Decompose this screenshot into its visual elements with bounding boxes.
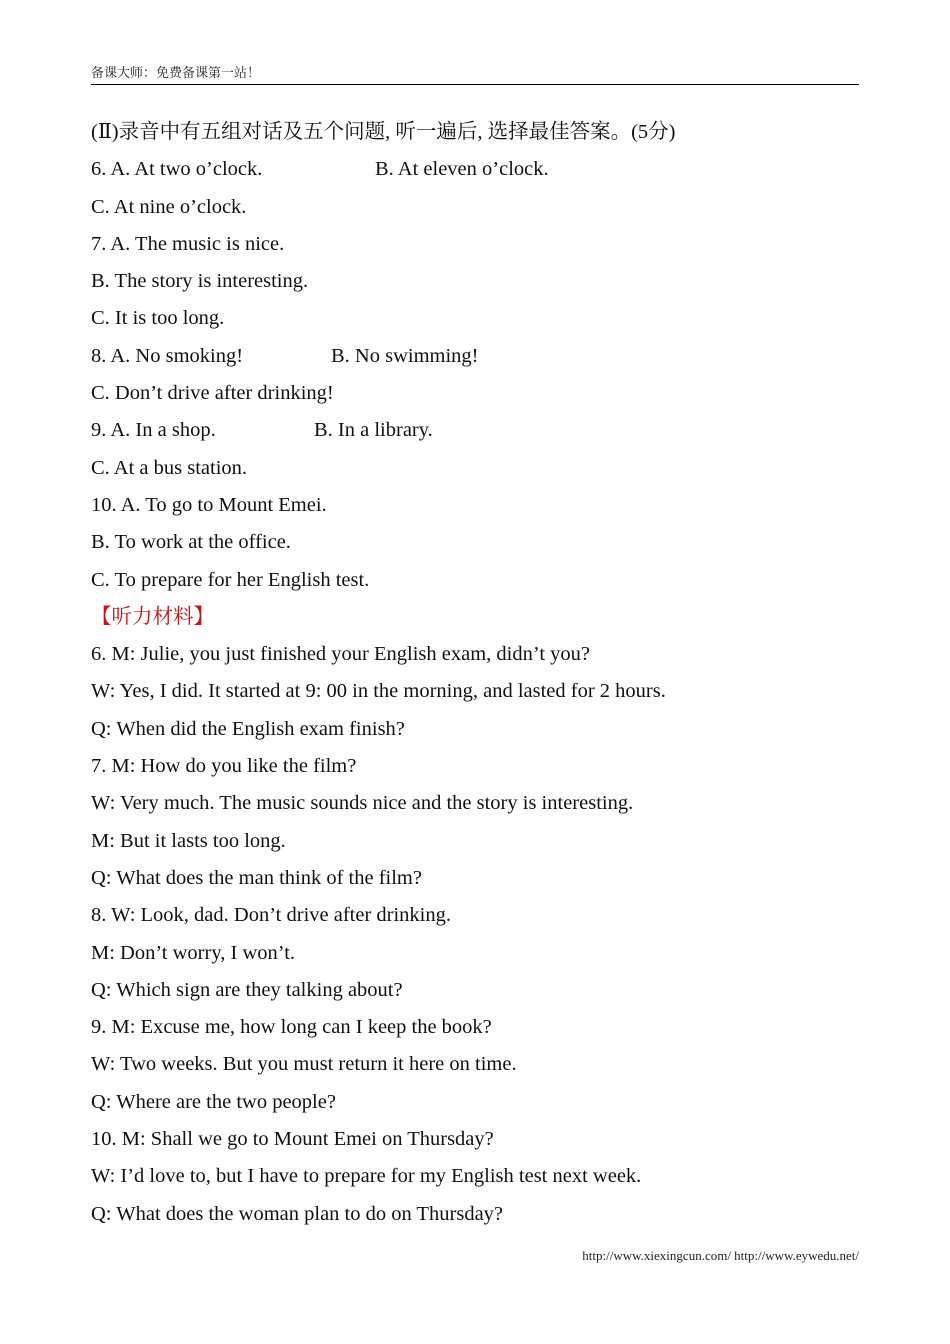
- q10-option-c: C. To prepare for her English test.: [91, 568, 370, 591]
- document-body: [91, 114, 861, 1233]
- transcript-line: W: Very much. The music sounds nice and the story is interesting.: [91, 792, 634, 815]
- q8-option-b: B. No swimming!: [331, 344, 479, 367]
- transcript-line: M: But it lasts too long.: [91, 829, 286, 852]
- q7-option-c: C. It is too long.: [91, 307, 225, 330]
- transcript-line: W: Two weeks. But you must return it here on time.: [91, 1053, 517, 1076]
- transcript-heading: 【听力材料】: [91, 605, 214, 628]
- q10-option-b: B. To work at the office.: [91, 531, 291, 554]
- q7-option-b: B. The story is interesting.: [91, 270, 309, 293]
- page-footer: http://www.xiexingcun.com/ http://www.eywedu.net/: [582, 1248, 859, 1263]
- transcript-line: Q: Where are the two people?: [91, 1090, 336, 1113]
- section-title: (Ⅱ)录音中有五组对话及五个问题, 听一遍后, 选择最佳答案。(5分): [91, 121, 676, 143]
- transcript-line: W: I’d love to, but I have to prepare for my English test next week.: [91, 1165, 642, 1188]
- transcript-line: Q: What does the man think of the film?: [91, 866, 422, 889]
- transcript-line: 8. W: Look, dad. Don’t drive after drinking.: [91, 904, 452, 927]
- transcript-line: 10. M: Shall we go to Mount Emei on Thursday?: [91, 1128, 494, 1151]
- q10-option-a: 10. A. To go to Mount Emei.: [91, 493, 327, 516]
- q9-option-a: 9. A. In a shop.: [91, 419, 216, 442]
- transcript-line: Q: What does the woman plan to do on Thursday?: [91, 1202, 504, 1225]
- transcript-line: Q: Which sign are they talking about?: [91, 978, 403, 1001]
- transcript-line: W: Yes, I did. It started at 9: 00 in the morning, and lasted for 2 hours.: [91, 680, 666, 703]
- q8-option-c: C. Don’t drive after drinking!: [91, 382, 334, 405]
- transcript-line: 6. M: Julie, you just finished your English exam, didn’t you?: [91, 643, 590, 666]
- page-header: 备课大师：免费备课第一站！: [91, 65, 261, 80]
- q6-option-c: C. At nine o’clock.: [91, 195, 247, 218]
- question-8-row: [91, 338, 861, 375]
- q9-option-c: C. At a bus station.: [91, 456, 248, 479]
- q7-option-a: 7. A. The music is nice.: [91, 232, 285, 255]
- transcript-line: M: Don’t worry, I won’t.: [91, 941, 296, 964]
- q9-option-b: B. In a library.: [314, 419, 433, 442]
- q6-option-b: B. At eleven o’clock.: [375, 158, 549, 181]
- transcript-line: Q: When did the English exam finish?: [91, 717, 405, 740]
- q8-option-a: 8. A. No smoking!: [91, 344, 244, 367]
- transcript-line: 7. M: How do you like the film?: [91, 755, 357, 778]
- transcript-line: 9. M: Excuse me, how long can I keep the book?: [91, 1016, 492, 1039]
- q6-option-a: 6. A. At two o’clock.: [91, 158, 263, 181]
- question-9-row: [91, 412, 861, 449]
- question-6-row: [91, 151, 861, 188]
- header-divider: [91, 84, 859, 85]
